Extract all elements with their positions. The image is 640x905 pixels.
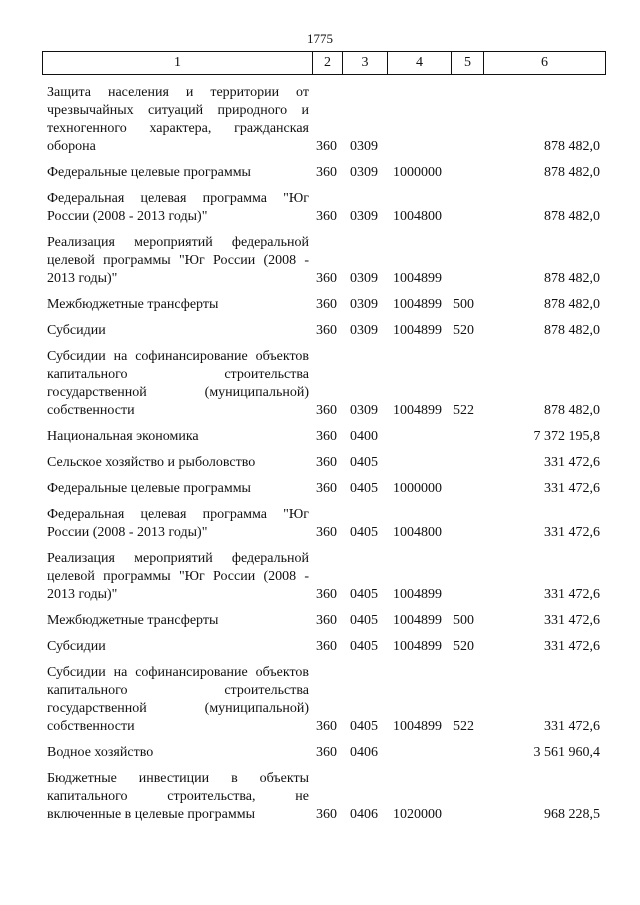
row-amount: 878 482,0 <box>544 271 600 286</box>
row-name: Реализация мероприятий федеральной целевой программы "Юг России (2008 - 2013 годы)" <box>47 235 309 286</box>
row-name: Бюджетные инвестиции в объекты капитального строительства, не включенные в целевые программы <box>47 771 309 822</box>
row-amount: 878 482,0 <box>544 403 600 418</box>
row-amount: 331 472,6 <box>544 719 600 734</box>
row-section-code: 0400 <box>350 429 378 444</box>
row-name: Межбюджетные трансферты <box>47 297 219 312</box>
row-ministry-code: 360 <box>316 165 337 180</box>
row-section-code: 0309 <box>350 209 378 224</box>
row-section-code: 0309 <box>350 139 378 154</box>
row-target-article: 1004899 <box>393 587 442 602</box>
table-row <box>0 638 640 656</box>
table-row <box>0 612 640 630</box>
row-ministry-code: 360 <box>316 209 337 224</box>
row-name: Субсидии <box>47 639 106 654</box>
row-section-code: 0309 <box>350 271 378 286</box>
row-amount: 331 472,6 <box>544 587 600 602</box>
row-ministry-code: 360 <box>316 297 337 312</box>
row-section-code: 0405 <box>350 525 378 540</box>
row-amount: 968 228,5 <box>544 807 600 822</box>
row-ministry-code: 360 <box>316 271 337 286</box>
column-header-table <box>42 51 606 75</box>
row-target-article: 1004899 <box>393 719 442 734</box>
row-ministry-code: 360 <box>316 139 337 154</box>
row-name: Субсидии <box>47 323 106 338</box>
table-row <box>0 234 640 288</box>
row-name: Водное хозяйство <box>47 745 154 760</box>
row-section-code: 0405 <box>350 587 378 602</box>
row-ministry-code: 360 <box>316 639 337 654</box>
row-amount: 878 482,0 <box>544 139 600 154</box>
row-section-code: 0309 <box>350 297 378 312</box>
table-row <box>0 84 640 156</box>
row-target-article: 1004899 <box>393 613 442 628</box>
row-name: Федеральная целевая программа "Юг России (2008 - 2013 годы)" <box>47 191 309 224</box>
row-amount: 331 472,6 <box>544 613 600 628</box>
page-number: 1775 <box>307 31 333 46</box>
table-row <box>0 296 640 314</box>
row-amount: 7 372 195,8 <box>533 429 600 444</box>
row-expense-type: 522 <box>453 403 474 418</box>
row-section-code: 0309 <box>350 323 378 338</box>
row-ministry-code: 360 <box>316 429 337 444</box>
column-header-4: 4 <box>388 52 452 75</box>
row-section-code: 0405 <box>350 455 378 470</box>
row-ministry-code: 360 <box>316 455 337 470</box>
column-header-6: 6 <box>484 52 606 75</box>
table-row <box>0 428 640 446</box>
row-expense-type: 520 <box>453 639 474 654</box>
row-amount: 331 472,6 <box>544 525 600 540</box>
row-section-code: 0309 <box>350 403 378 418</box>
row-target-article: 1004899 <box>393 323 442 338</box>
row-target-article: 1004800 <box>393 525 442 540</box>
row-amount: 878 482,0 <box>544 209 600 224</box>
table-row <box>0 322 640 340</box>
row-section-code: 0406 <box>350 807 378 822</box>
table-row <box>0 480 640 498</box>
column-header-5: 5 <box>452 52 484 75</box>
row-amount: 878 482,0 <box>544 323 600 338</box>
row-expense-type: 500 <box>453 297 474 312</box>
row-name: Федеральная целевая программа "Юг России (2008 - 2013 годы)" <box>47 507 309 540</box>
row-section-code: 0405 <box>350 639 378 654</box>
row-target-article: 1004899 <box>393 271 442 286</box>
row-expense-type: 522 <box>453 719 474 734</box>
row-amount: 3 561 960,4 <box>533 745 600 760</box>
table-row <box>0 550 640 604</box>
table-row <box>0 506 640 542</box>
row-amount: 331 472,6 <box>544 481 600 496</box>
row-section-code: 0309 <box>350 165 378 180</box>
row-ministry-code: 360 <box>316 807 337 822</box>
row-ministry-code: 360 <box>316 525 337 540</box>
table-row <box>0 348 640 420</box>
row-ministry-code: 360 <box>316 481 337 496</box>
row-name: Субсидии на софинансирование объектов капитального строительства государственной (муниципальной) собственности <box>47 665 309 734</box>
row-name: Национальная экономика <box>47 429 199 444</box>
row-target-article: 1004899 <box>393 297 442 312</box>
row-target-article: 1004899 <box>393 639 442 654</box>
row-name: Федеральные целевые программы <box>47 481 251 496</box>
column-header-row <box>43 52 606 75</box>
row-section-code: 0405 <box>350 719 378 734</box>
row-ministry-code: 360 <box>316 719 337 734</box>
row-ministry-code: 360 <box>316 613 337 628</box>
row-target-article: 1004899 <box>393 403 442 418</box>
row-ministry-code: 360 <box>316 403 337 418</box>
row-amount: 878 482,0 <box>544 297 600 312</box>
column-header-2: 2 <box>313 52 343 75</box>
row-name: Субсидии на софинансирование объектов капитального строительства государственной (муниципальной) собственности <box>47 349 309 418</box>
row-target-article: 1020000 <box>393 807 442 822</box>
row-expense-type: 500 <box>453 613 474 628</box>
row-section-code: 0406 <box>350 745 378 760</box>
row-name: Защита населения и территории от чрезвычайных ситуаций природного и техногенного характера, гражданская оборона <box>47 85 309 154</box>
row-name: Реализация мероприятий федеральной целевой программы "Юг России (2008 - 2013 годы)" <box>47 551 309 602</box>
table-row <box>0 664 640 736</box>
table-row <box>0 190 640 226</box>
row-section-code: 0405 <box>350 481 378 496</box>
table-row <box>0 454 640 472</box>
row-ministry-code: 360 <box>316 323 337 338</box>
column-header-1: 1 <box>43 52 313 75</box>
row-expense-type: 520 <box>453 323 474 338</box>
row-name: Сельское хозяйство и рыболовство <box>47 455 256 470</box>
column-header-3: 3 <box>343 52 388 75</box>
table-row <box>0 744 640 762</box>
row-name: Межбюджетные трансферты <box>47 613 219 628</box>
row-target-article: 1004800 <box>393 209 442 224</box>
row-ministry-code: 360 <box>316 587 337 602</box>
row-target-article: 1000000 <box>393 165 442 180</box>
budget-rows <box>0 84 640 832</box>
table-row <box>0 770 640 824</box>
row-amount: 331 472,6 <box>544 455 600 470</box>
table-row <box>0 164 640 182</box>
row-section-code: 0405 <box>350 613 378 628</box>
row-target-article: 1000000 <box>393 481 442 496</box>
row-amount: 331 472,6 <box>544 639 600 654</box>
row-amount: 878 482,0 <box>544 165 600 180</box>
row-name: Федеральные целевые программы <box>47 165 251 180</box>
row-ministry-code: 360 <box>316 745 337 760</box>
